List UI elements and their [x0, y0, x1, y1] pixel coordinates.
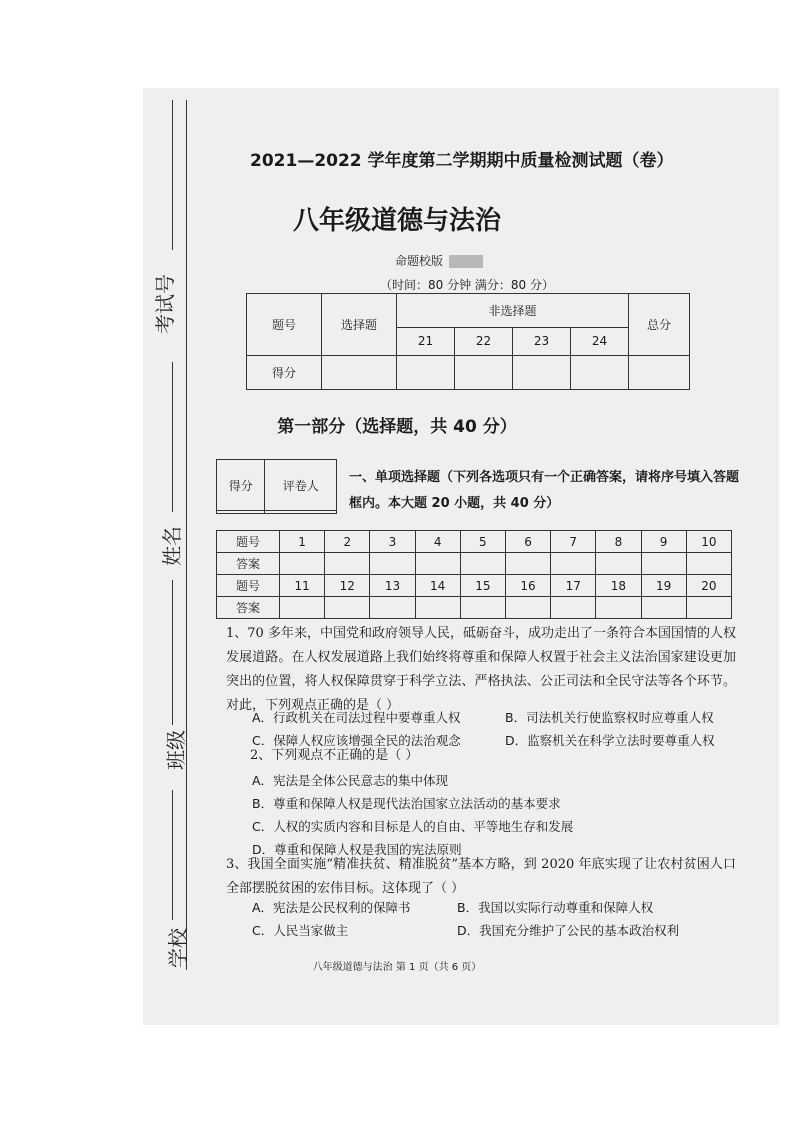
score-sub-22: 22	[455, 327, 513, 355]
answer-cell[interactable]	[325, 553, 370, 575]
answer-number: 4	[415, 531, 460, 553]
answer-cell[interactable]	[325, 597, 370, 619]
answer-cell[interactable]	[460, 597, 505, 619]
score-cell-total[interactable]	[629, 356, 690, 390]
answer-number: 5	[460, 531, 505, 553]
answer-number: 7	[551, 531, 596, 553]
subject-title: 八年级道德与法治	[292, 206, 501, 236]
score-cell-choice[interactable]	[322, 356, 397, 390]
grader-score-cell[interactable]	[217, 511, 265, 514]
answer-number-label: 题号	[217, 575, 280, 597]
answer-number: 9	[641, 531, 686, 553]
answer-cell[interactable]	[641, 553, 686, 575]
score-col-number: 题号	[247, 294, 322, 356]
q1-option-c: C．保障人权应该增强全民的法治观念	[252, 733, 461, 748]
school-label: 学校	[166, 928, 190, 968]
class-label: 班级	[164, 730, 188, 770]
answer-number: 19	[641, 575, 686, 597]
answer-number: 3	[370, 531, 415, 553]
answer-cell[interactable]	[596, 597, 641, 619]
part-one-title: 第一部分（选择题，共 40 分）	[277, 417, 517, 437]
answer-number: 14	[415, 575, 460, 597]
score-col-nonchoice: 非选择题	[397, 294, 629, 328]
score-summary-table	[246, 293, 690, 390]
answer-number: 17	[551, 575, 596, 597]
answer-cell[interactable]	[460, 553, 505, 575]
score-cell-21[interactable]	[397, 356, 455, 390]
answer-number: 6	[505, 531, 550, 553]
q3-option-c: C．人民当家做主	[252, 923, 349, 938]
q1-option-d: D．监察机关在科学立法时要尊重人权	[505, 733, 715, 748]
class-blank[interactable]	[172, 580, 173, 725]
grader-reviewer-label: 评卷人	[265, 460, 337, 511]
answer-cell[interactable]	[415, 553, 460, 575]
answer-number: 13	[370, 575, 415, 597]
answer-grid	[216, 530, 732, 619]
answer-number: 2	[325, 531, 370, 553]
q3-option-b: B．我国以实际行动尊重和保障人权	[457, 900, 654, 915]
answer-cell[interactable]	[596, 553, 641, 575]
name-label: 姓名	[160, 526, 184, 566]
score-cell-24[interactable]	[571, 356, 629, 390]
school-version-label: 命题校版	[395, 254, 444, 268]
exam-title: 2021—2022 学年度第二学期期中质量检测试题（卷）	[250, 151, 674, 171]
answer-cell[interactable]	[686, 597, 731, 619]
grader-table	[216, 459, 337, 514]
exam-number-label: 考试号	[153, 274, 177, 334]
answer-number: 15	[460, 575, 505, 597]
score-col-choice: 选择题	[322, 294, 397, 356]
q2-option-d: D．尊重和保障人权是我国的宪法原则	[252, 842, 462, 857]
grader-reviewer-cell[interactable]	[265, 511, 337, 514]
answer-cell[interactable]	[370, 553, 415, 575]
q2-option-a: A．宪法是全体公民意志的集中体现	[252, 773, 449, 788]
score-cell-22[interactable]	[455, 356, 513, 390]
answer-cell[interactable]	[415, 597, 460, 619]
answer-number-label: 题号	[217, 531, 280, 553]
question-1-stem: 1、70 多年来，中国党和政府领导人民，砥砺奋斗，成功走出了一条符合本国国情的人权发展道路。在人权发展道路上我们始终将尊重和保障人权置于社会主义法治国家建设更加突出的位置，将人权保障贯穿于科学立法、严格执法、公正司法和全民守法等各个环节。对此，下列观点正确的是（ ）	[226, 626, 736, 713]
school-version	[395, 252, 483, 269]
score-sub-21: 21	[397, 327, 455, 355]
answer-number: 10	[686, 531, 731, 553]
score-cell-23[interactable]	[513, 356, 571, 390]
page-footer: 八年级道德与法治 第 1 页（共 6 页）	[312, 962, 482, 973]
score-sub-24: 24	[571, 327, 629, 355]
question-2-stem: 2、下列观点不正确的是（ ）	[250, 748, 419, 763]
school-blank[interactable]	[172, 790, 173, 920]
answer-row-label: 答案	[217, 553, 280, 575]
section-instructions: 一、单项选择题（下列各选项只有一个正确答案，请将序号填入答题框内。本大题 20 小题，共 40 分）	[349, 470, 740, 511]
q1-option-a: A．行政机关在司法过程中要尊重人权	[252, 710, 461, 725]
question-3-stem: 3、我国全面实施“精准扶贫、精准脱贫”基本方略，到 2020 年底实现了让农村贫困人口全部摆脱贫困的宏伟目标。这体现了（ ）	[226, 857, 736, 896]
q1-option-b: B．司法机关行使监察权时应尊重人权	[505, 710, 714, 725]
time-and-score-info: （时间：80 分钟 满分：80 分）	[380, 278, 554, 292]
q2-option-c: C．人权的实质内容和目标是人的自由、平等地生存和发展	[252, 819, 574, 834]
answer-cell[interactable]	[551, 597, 596, 619]
answer-cell[interactable]	[370, 597, 415, 619]
answer-number: 18	[596, 575, 641, 597]
q3-option-a: A．宪法是公民权利的保障书	[252, 900, 411, 915]
q2-option-b: B．尊重和保障人权是现代法治国家立法活动的基本要求	[252, 796, 561, 811]
answer-cell[interactable]	[280, 553, 325, 575]
answer-number: 16	[505, 575, 550, 597]
answer-number: 12	[325, 575, 370, 597]
answer-number: 1	[280, 531, 325, 553]
answer-cell[interactable]	[641, 597, 686, 619]
answer-number: 8	[596, 531, 641, 553]
answer-cell[interactable]	[505, 597, 550, 619]
answer-cell[interactable]	[686, 553, 731, 575]
q3-option-d: D．我国充分维护了公民的基本政治权利	[457, 923, 680, 938]
score-sub-23: 23	[513, 327, 571, 355]
name-blank[interactable]	[172, 362, 173, 512]
answer-cell[interactable]	[505, 553, 550, 575]
answer-row-label: 答案	[217, 597, 280, 619]
answer-number: 11	[280, 575, 325, 597]
redacted-school-name	[449, 255, 483, 268]
answer-cell[interactable]	[551, 553, 596, 575]
score-col-total: 总分	[629, 294, 690, 356]
grader-score-label: 得分	[217, 460, 265, 511]
answer-number: 20	[686, 575, 731, 597]
answer-cell[interactable]	[280, 597, 325, 619]
score-row-label: 得分	[247, 356, 322, 390]
